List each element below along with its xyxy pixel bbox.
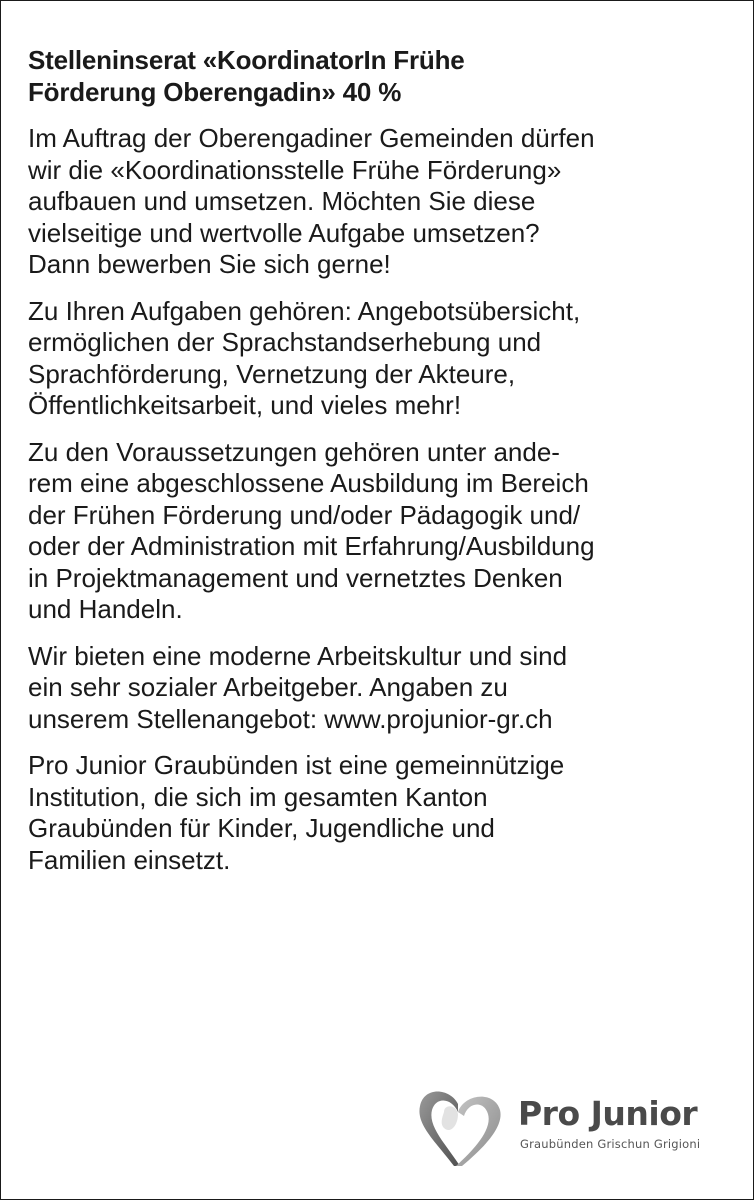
text-line: Öffentlichkeitsarbeit, und vieles mehr!	[28, 390, 462, 420]
text-line: in Projektmanagement und vernetztes Denken	[28, 562, 563, 593]
heart-icon	[414, 1082, 506, 1172]
text-line: rem eine abgeschlossene Ausbildung im Bereich	[28, 468, 589, 498]
text-line: Im Auftrag der Oberengadiner Gemeinden dürfen	[28, 123, 595, 153]
text-line: Familien einsetzt.	[28, 844, 231, 875]
text-line: Sprachförderung, Vernetzung der Akteure,	[28, 358, 516, 389]
tasks-paragraph	[28, 296, 728, 422]
text-line: Graubünden für Kinder, Jugendliche und	[28, 813, 495, 843]
text-line: aufbauen und umsetzen. Möchten Sie diese	[28, 186, 536, 216]
text-line: ermöglichen der Sprachstandserhebung und	[28, 327, 542, 357]
pro-junior-logo	[414, 1082, 734, 1172]
ad-title-line: Stelleninserat «KoordinatorIn Frühe	[28, 45, 465, 75]
text-line: Dann bewerben Sie sich gerne!	[28, 249, 391, 279]
text-line: Zu den Voraussetzungen gehören unter ande-	[28, 436, 560, 467]
ad-content	[28, 44, 728, 876]
text-line: Pro Junior Graubünden ist eine gemeinnützige	[28, 750, 565, 780]
organization-paragraph	[28, 750, 728, 876]
text-line: der Frühen Förderung und/oder Pädagogik und/	[28, 499, 581, 530]
logo-name: Pro Junior	[518, 1094, 698, 1133]
ad-title-line: Förderung Oberengadin» 40 %	[28, 77, 402, 107]
text-line: vielseitige und wertvolle Aufgabe umsetzen?	[28, 217, 540, 248]
offer-paragraph	[28, 641, 728, 736]
intro-paragraph	[28, 123, 728, 281]
logo-tagline: Graubünden Grischun Grigioni	[520, 1137, 701, 1151]
text-line: unserem Stellenangebot: www.projunior-gr.ch	[28, 703, 553, 734]
text-line: Zu Ihren Aufgaben gehören: Angebotsübersicht,	[28, 295, 581, 326]
text-line: Institution, die sich im gesamten Kanton	[28, 781, 488, 812]
text-line: ein sehr sozialer Arbeitgeber. Angaben zu	[28, 672, 508, 702]
ad-title	[28, 44, 728, 108]
text-line: und Handeln.	[28, 594, 183, 624]
requirements-paragraph	[28, 437, 728, 626]
text-line: Wir bieten eine moderne Arbeitskultur und sind	[28, 640, 568, 671]
text-line: wir die «Koordinationsstelle Frühe Förderung»	[28, 154, 562, 185]
text-line: oder der Administration mit Erfahrung/Ausbildung	[28, 531, 595, 561]
